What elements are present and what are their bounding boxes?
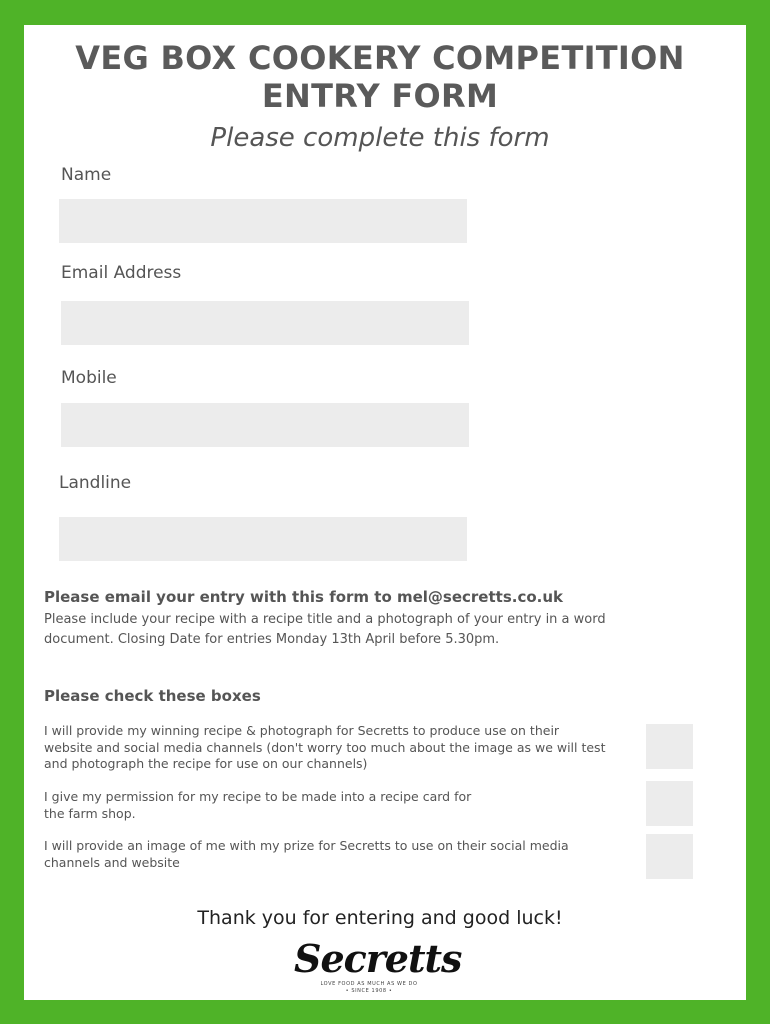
checkbox-text-line: I will provide an image of me with my prize for Secretts to use on their social media: [44, 838, 569, 853]
thank-you-message: Thank you for entering and good luck!: [197, 907, 563, 929]
email-instructions-body: [44, 610, 664, 650]
checkbox-recipe-card[interactable]: [646, 781, 693, 826]
checkbox-text-line: channels and website: [44, 854, 180, 870]
email-label: Email Address: [61, 263, 182, 283]
checkbox-text-line: I give my permission for my recipe to be made into a recipe card for: [44, 789, 472, 804]
email-input[interactable]: [61, 301, 469, 345]
checkbox-prize-image[interactable]: [646, 834, 693, 879]
form-title: [24, 39, 736, 115]
landline-input[interactable]: [59, 517, 467, 561]
entry-form-page: [24, 25, 746, 1000]
form-subtitle: Please complete this form: [210, 123, 550, 153]
name-input[interactable]: [59, 199, 467, 243]
checkbox-text-recipe-card: [44, 789, 650, 822]
checkbox-text-line: website and social media channels (don't worry too much about the image as we will test: [44, 739, 606, 755]
checkbox-text-line: the farm shop.: [44, 805, 136, 821]
mobile-input[interactable]: [61, 403, 469, 447]
landline-label: Landline: [59, 473, 132, 493]
logo-tagline: LOVE FOOD AS MUCH AS WE DO: [320, 981, 418, 987]
checkbox-recipe[interactable]: [646, 724, 693, 769]
checkbox-text-line: I will provide my winning recipe & photograph for Secretts to produce use on their: [44, 723, 560, 738]
checkbox-text-line: and photograph the recipe for use on our channels): [44, 756, 368, 771]
email-instructions-line: document. Closing Date for entries Monday 13th April before 5.30pm.: [44, 632, 500, 647]
checkbox-text-prize-image: [44, 838, 650, 871]
form-title-line2: ENTRY FORM: [261, 77, 499, 115]
checkbox-text-recipe: [44, 723, 650, 773]
form-title-line1: VEG BOX COOKERY COMPETITION: [75, 39, 685, 77]
email-instructions-heading: Please email your entry with this form to mel@secretts.co.uk: [44, 588, 564, 606]
email-instructions-line: Please include your recipe with a recipe title and a photograph of your entry in a word: [44, 612, 606, 627]
logo-since: • SINCE 1908 •: [345, 988, 393, 994]
logo-wordmark: Secretts: [294, 936, 462, 981]
mobile-label: Mobile: [61, 368, 117, 388]
name-label: Name: [61, 165, 112, 185]
secretts-logo: [294, 936, 462, 995]
checkboxes-heading: Please check these boxes: [44, 687, 261, 705]
